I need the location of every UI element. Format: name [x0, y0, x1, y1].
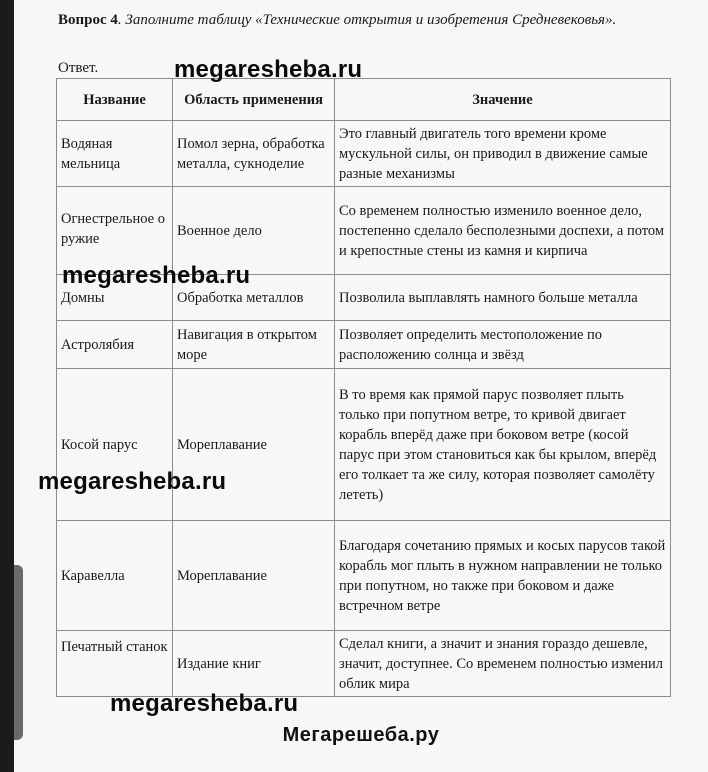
cell-name: Астролябия [57, 321, 173, 369]
table-row [57, 369, 671, 521]
watermark: megaresheba.ru [38, 468, 227, 495]
header-area: Область применения [173, 79, 335, 121]
cell-area: Обработка металлов [173, 275, 335, 321]
table-row [57, 521, 671, 631]
side-drawer-handle[interactable] [14, 565, 23, 740]
cell-meaning: Со временем полностью изменило военное дело, постепенно сделало бесполезными доспехи, а потом и крепостные стены из камня и кирпича [335, 187, 671, 275]
cell-name: Косой парус [57, 369, 173, 521]
header-name: Название [57, 79, 173, 121]
table-row [57, 631, 671, 697]
cell-meaning: Позволяет определить местоположение по расположению солнца и звёзд [335, 321, 671, 369]
table-row [57, 321, 671, 369]
cell-name: Печатный станок [57, 631, 173, 697]
cell-area: Мореплавание [173, 369, 335, 521]
cell-meaning: В то время как прямой парус позволяет плыть только при попутном ветре, то кривой двигает корабль вперёд даже при боковом ветре (косой парус при этом становиться как бы крылом, вперёд его толкает та же силу, которая позволяет самолёту лететь) [335, 369, 671, 521]
cell-name: Домны [57, 275, 173, 321]
cell-name: Огнестрельное оружие [57, 187, 173, 275]
site-footer: Мегарешеба.ру [282, 724, 440, 746]
cell-meaning: Позволила выплавлять намного больше металла [335, 275, 671, 321]
cell-name: Каравелла [57, 521, 173, 631]
watermark: megaresheba.ru [110, 690, 299, 717]
question-heading [58, 10, 678, 31]
answer-label: Ответ. [58, 60, 99, 76]
header-meaning: Значение [335, 79, 671, 121]
question-label: Вопрос 4 [58, 12, 118, 28]
watermark: megaresheba.ru [62, 262, 251, 289]
cell-meaning: Благодаря сочетанию прямых и косых парусов такой корабль мог плыть в нужном направлении не только при попутном, но также при боковом и даже встречном ветре [335, 521, 671, 631]
question-text: . Заполните таблицу «Технические открытия и изобретения Средневековья». [117, 12, 617, 28]
cell-name: Водяная мельница [57, 121, 173, 187]
cell-area: Военное дело [173, 187, 335, 275]
watermark: megaresheba.ru [174, 56, 363, 83]
cell-meaning: Это главный двигатель того времени кроме мускульной силы, он приводил в движение самые разные механизмы [335, 121, 671, 187]
table-header-row [57, 79, 671, 121]
inventions-table [56, 78, 671, 697]
cell-meaning: Сделал книги, а значит и знания гораздо дешевле, значит, доступнее. Со временем полностью изменил облик мира [335, 631, 671, 697]
cell-area: Мореплавание [173, 521, 335, 631]
cell-area: Помол зерна, обработка металла, сукноделие [173, 121, 335, 187]
table-row [57, 121, 671, 187]
document-page [14, 0, 708, 772]
cell-area: Издание книг [173, 631, 335, 697]
cell-area: Навигация в открытом море [173, 321, 335, 369]
